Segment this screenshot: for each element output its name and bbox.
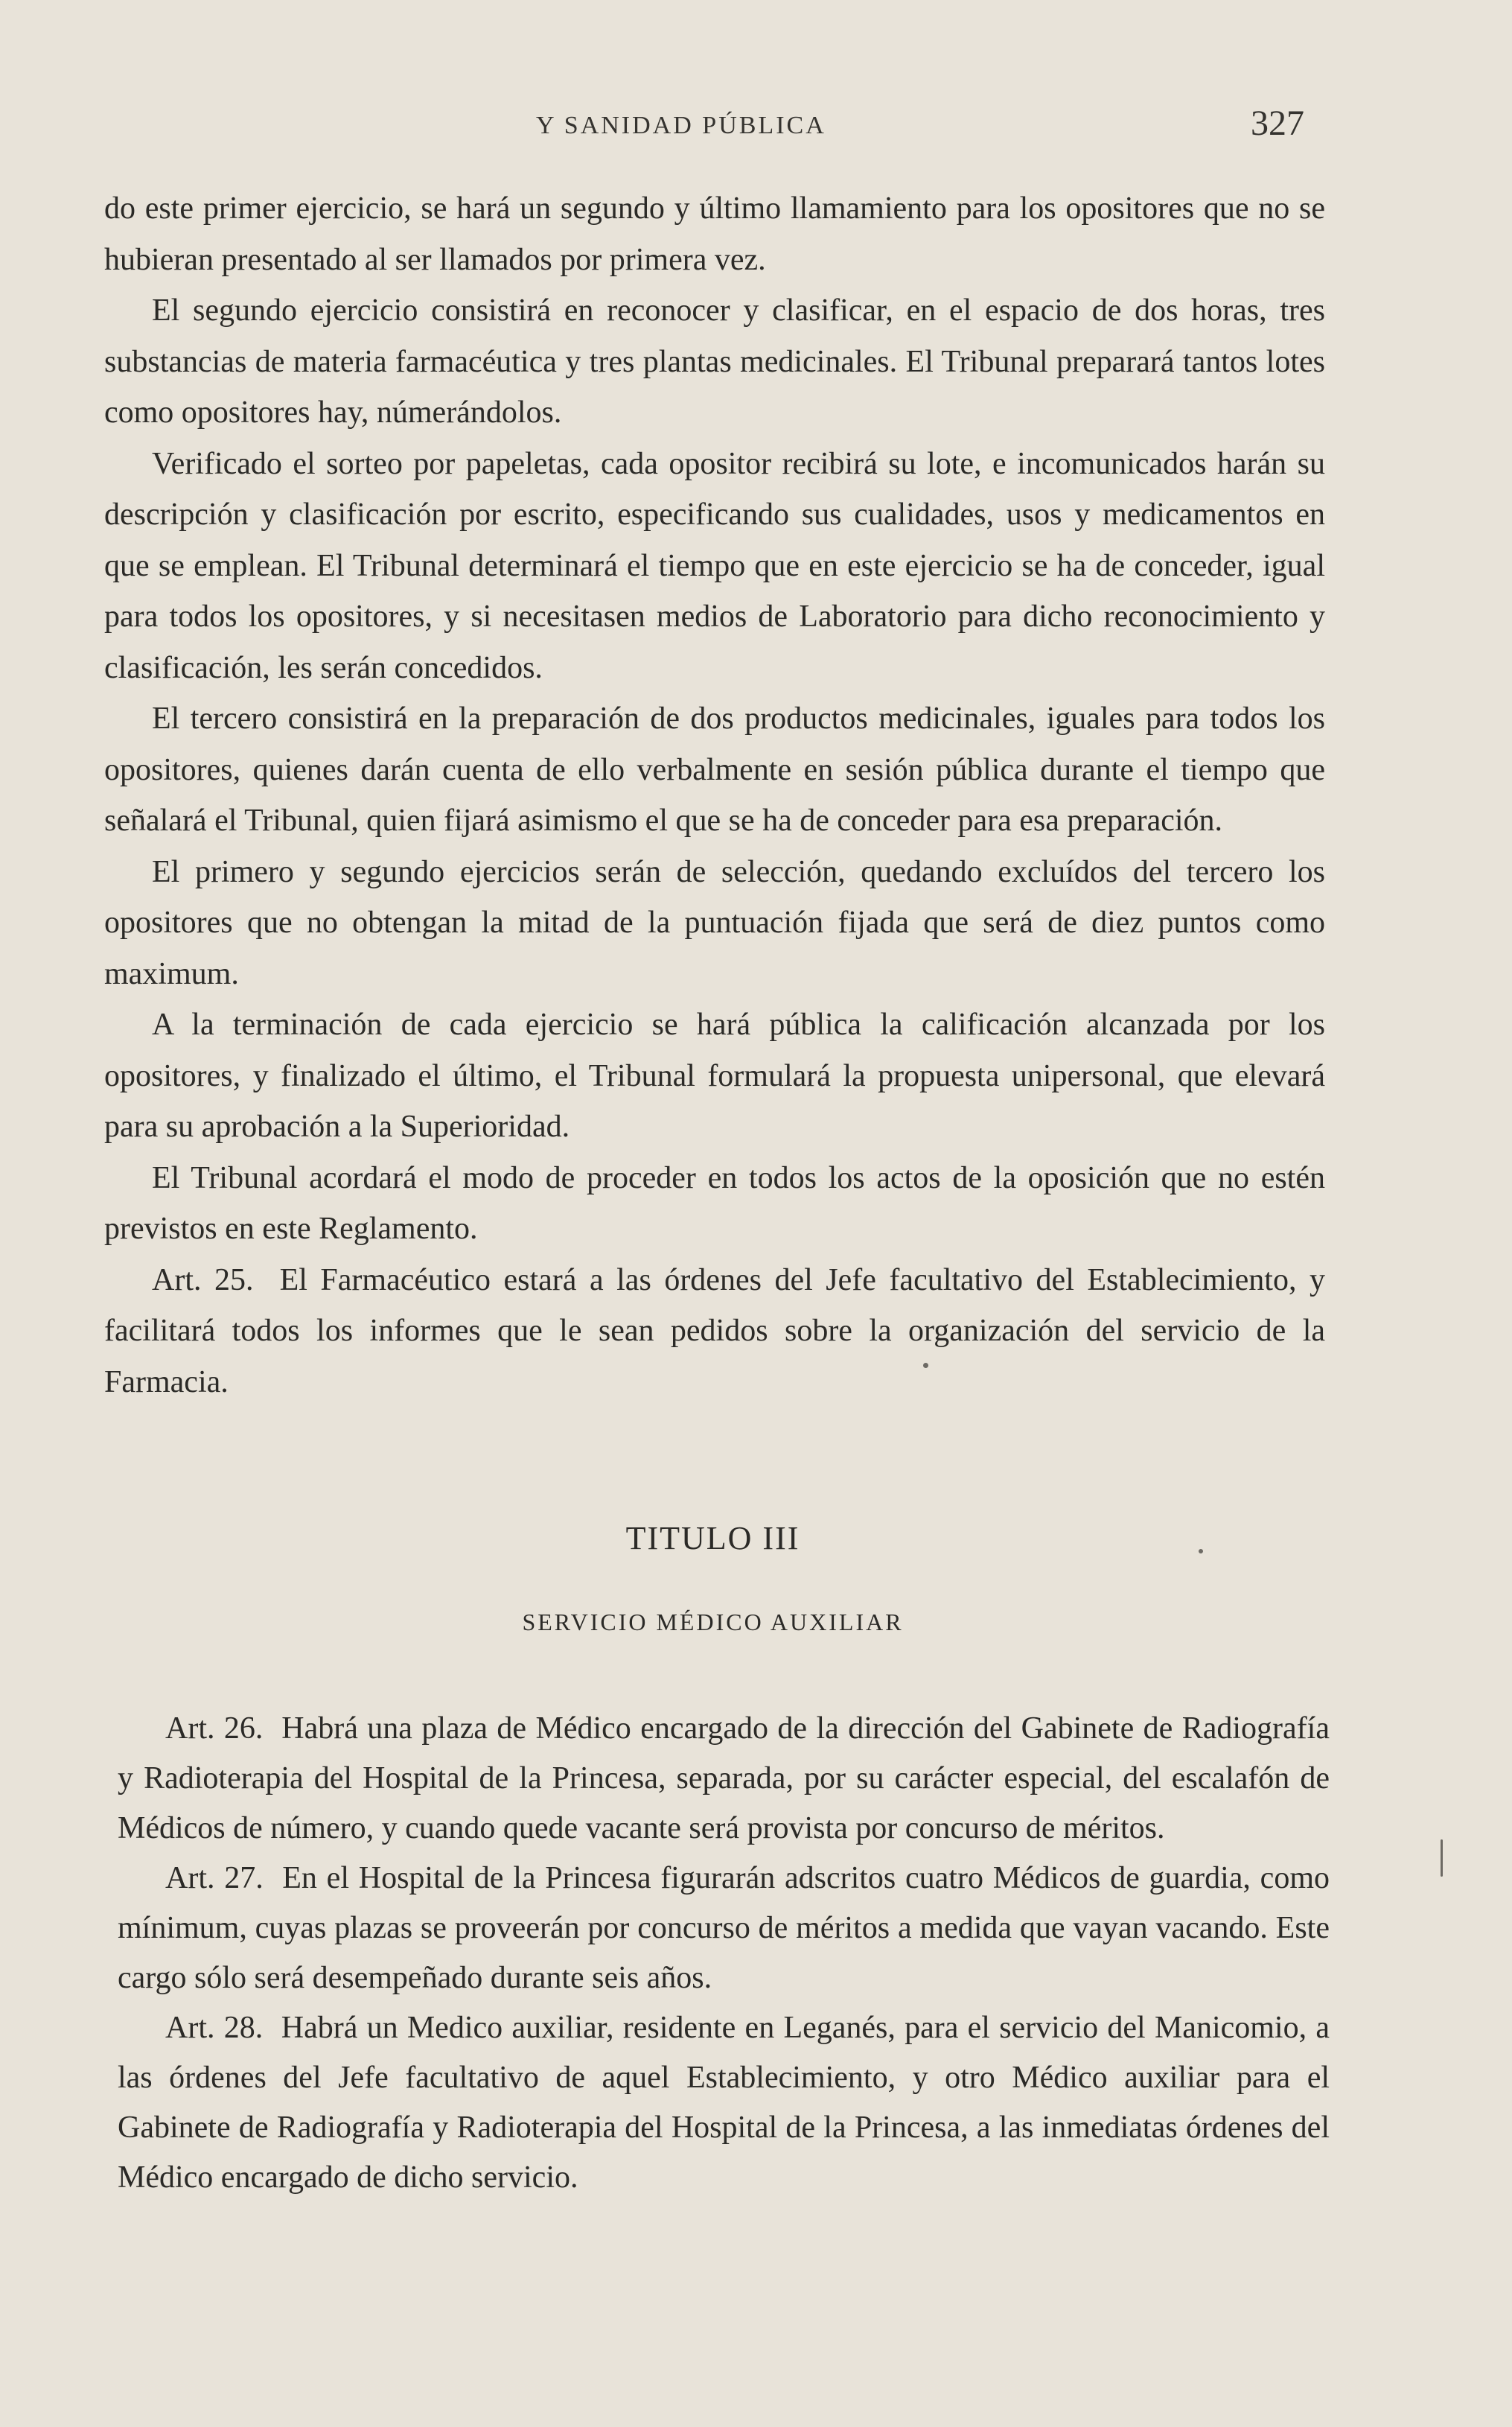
article-25 bbox=[104, 1255, 1325, 1408]
article-25-text: El Farmacéutico estará a las órdenes del Jefe facultativo del Establecimiento, y facilitará todos los informes que le sean pedidos sobre la organización del servicio de la Farmacia. bbox=[104, 1262, 1325, 1399]
article-27-text: En el Hospital de la Princesa figurarán adscritos cuatro Médicos de guardia, como mínimum, cuyas plazas se proveerán por concurso de méritos a medida que vayan vacando. Este cargo sólo será desempeñado durante seis años. bbox=[118, 1861, 1330, 1995]
paper-speck bbox=[1441, 1839, 1443, 1877]
paragraph-seleccion: El primero y segundo ejercicios serán de selección, quedando excluídos del tercero los opositores que no obtengan la mitad de la puntuación fijada que será de diez puntos como maximum. bbox=[104, 854, 1325, 991]
article-26 bbox=[118, 1704, 1330, 1854]
paper-speck bbox=[1199, 1549, 1203, 1553]
running-title: Y SANIDAD PÚBLICA bbox=[536, 112, 826, 139]
section-title: TITULO III bbox=[625, 1520, 800, 1556]
article-25-label: Art. 25. bbox=[152, 1262, 254, 1297]
article-26-label: Art. 26. bbox=[165, 1711, 264, 1746]
body-text-top bbox=[104, 183, 1325, 1407]
article-28-text: Habrá un Medico auxiliar, residente en Leganés, para el servicio del Manicomio, a las órdenes del Jefe facultativo de aquel Establecimiento, y otro Médico auxiliar para el Gabinete de Radiografía y Radioterapia del Hospital de la Princesa, a las inmediatas órdenes del Médico encargado de dicho servicio. bbox=[118, 2011, 1330, 2195]
paragraph-sorteo: Verificado el sorteo por papeletas, cada opositor recibirá su lote, e incomunicados harán su descripción y clasificación por escrito, especificando sus cualidades, usos y medicamentos en que se emplean. El Tribunal determinará el tiempo que en este ejercicio se ha de conceder, igual para todos los opositores, y si necesitasen medios de Laboratorio para dicho reconocimiento y clasificación, les serán concedidos. bbox=[104, 446, 1325, 685]
paragraph-calificacion: A la terminación de cada ejercicio se hará pública la calificación alcanzada por los opositores, y finalizado el último, el Tribunal formulará la propuesta unipersonal, que elevará para su aprobación a la Superioridad. bbox=[104, 1008, 1325, 1144]
paragraph-tercero: El tercero consistirá en la preparación de dos productos medicinales, iguales para todos los opositores, quienes darán cuenta de ello verbalmente en sesión pública durante el tiempo que señalará el Tribunal, quien fijará asimismo el que se ha de conceder para esa preparación. bbox=[104, 702, 1325, 838]
paper-speck bbox=[923, 1363, 928, 1368]
article-27 bbox=[118, 1854, 1330, 2003]
article-28-label: Art. 28. bbox=[165, 2011, 264, 2045]
paragraph-segundo-ejercicio: El segundo ejercicio consistirá en reconocer y clasificar, en el espacio de dos horas, tres substancias de materia farmacéutica y tres plantas medicinales. El Tribunal preparará tantos lotes como opositores hay, númerándolos. bbox=[104, 293, 1325, 430]
paragraph-modo-proceder: El Tribunal acordará el modo de proceder en todos los actos de la oposición que no estén previstos en este Reglamento. bbox=[104, 1160, 1325, 1246]
article-26-text: Habrá una plaza de Médico encargado de la dirección del Gabinete de Radiografía y Radioterapia del Hospital de la Princesa, separada, por su carácter especial, del escalafón de Médicos de número, y cuando quede vacante será provista por concurso de méritos. bbox=[118, 1711, 1330, 1845]
article-28 bbox=[118, 2003, 1330, 2203]
section-subtitle: SERVICIO MÉDICO AUXILIAR bbox=[522, 1609, 904, 1635]
article-27-label: Art. 27. bbox=[165, 1861, 264, 1895]
body-text-bottom bbox=[118, 1704, 1330, 2203]
page-header bbox=[0, 103, 1512, 147]
page-number: 327 bbox=[1251, 104, 1304, 143]
paragraph-continuation: do este primer ejercicio, se hará un segundo y último llamamiento para los opositores que no se hubieran presentado al ser llamados por primera vez. bbox=[104, 191, 1325, 277]
